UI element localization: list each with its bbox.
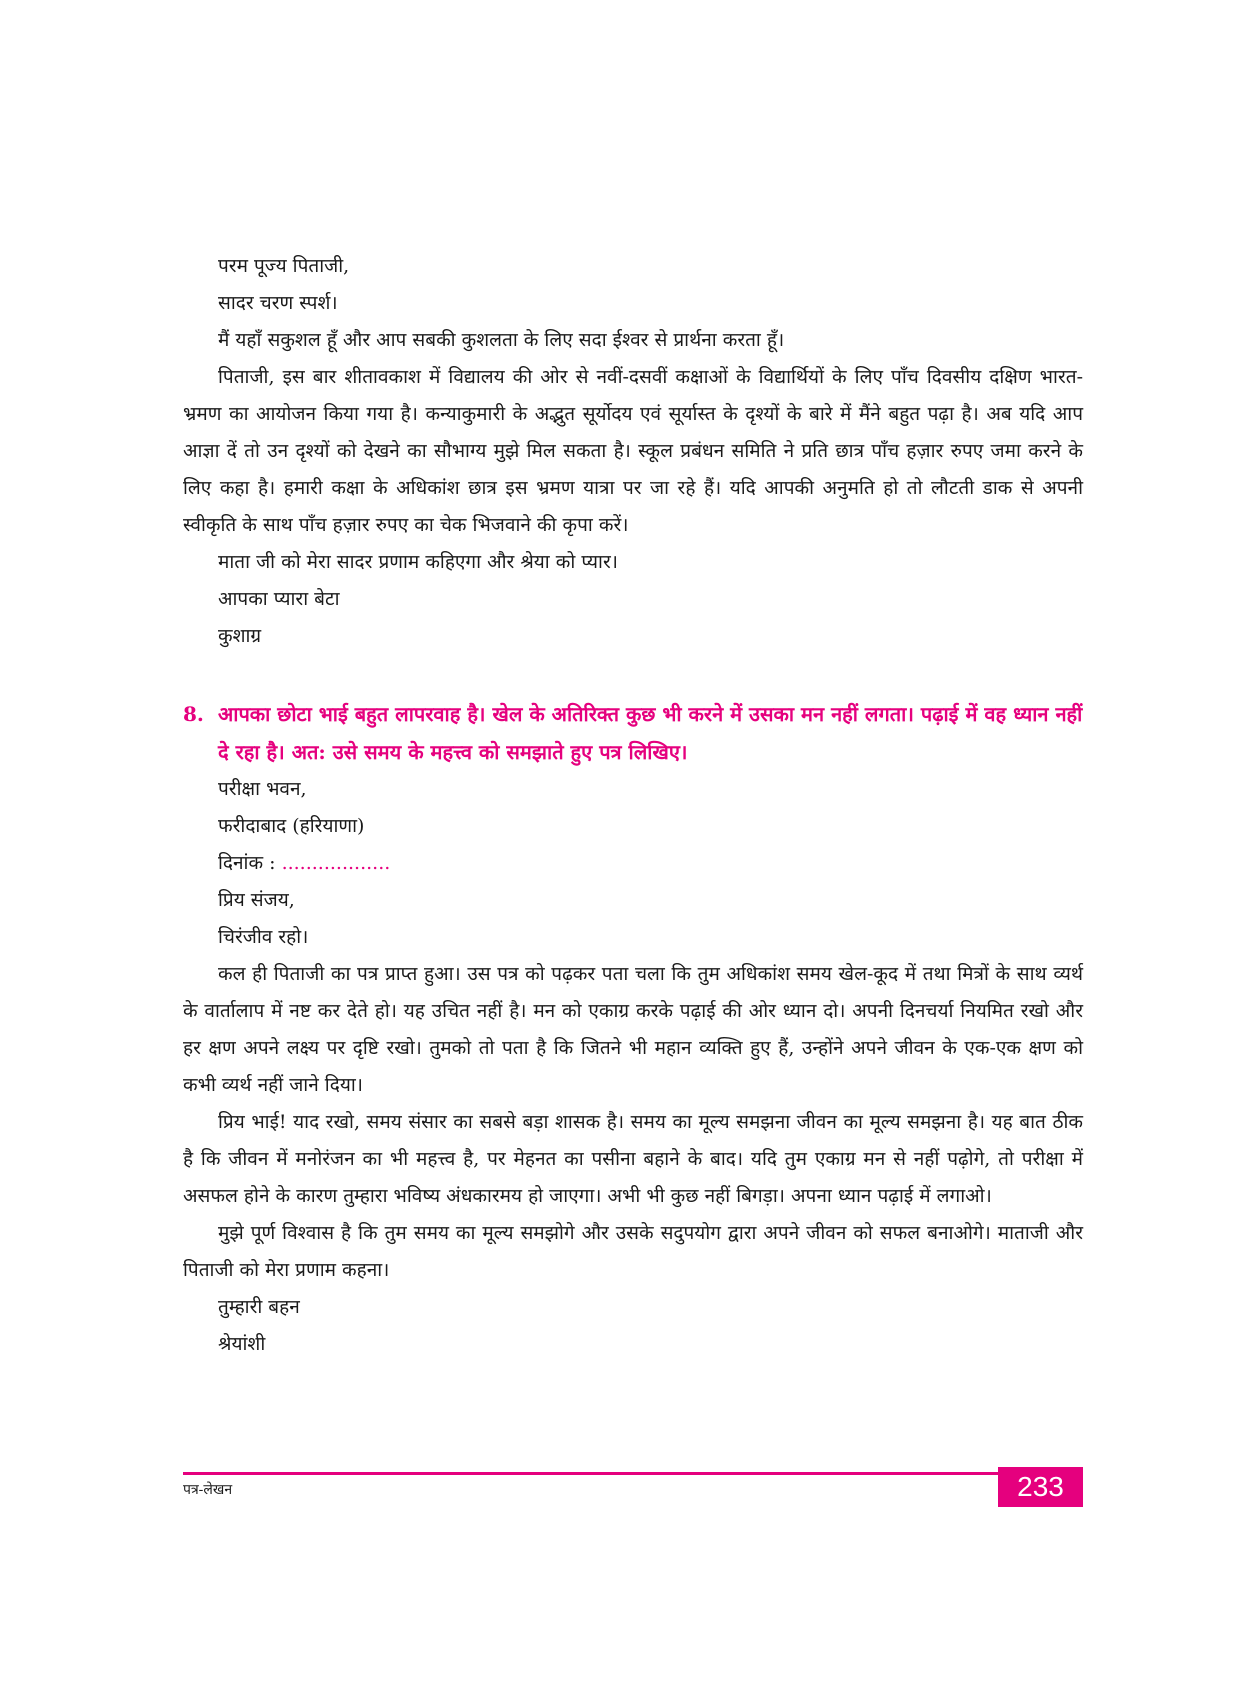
letter1-greeting: सादर चरण स्पर्श। bbox=[218, 292, 338, 314]
section-spacer bbox=[183, 655, 1083, 695]
letter2-address-line: फरीदाबाद (हरियाणा) bbox=[218, 815, 365, 837]
date-label: दिनांक : bbox=[218, 852, 276, 874]
letter1-paragraph: माता जी को मेरा सादर प्रणाम कहिएगा और श्रेया को प्यार। bbox=[218, 551, 618, 573]
letter1-paragraph: मैं यहाँ सकुशल हूँ और आप सबकी कुशलता के लिए सदा ईश्वर से प्रार्थना करता हूँ। bbox=[218, 329, 785, 351]
letter2-paragraph: मुझे पूर्ण विश्वास है कि तुम समय का मूल्य समझोगे और उसके सदुपयोग द्वारा अपने जीवन को सफल बनाओगे। माताजी और पिताजी को मेरा प्रणाम कहना। bbox=[183, 1222, 1083, 1281]
letter2-closing: तुम्हारी बहन bbox=[218, 1296, 300, 1318]
letter2-address-line: परीक्षा भवन, bbox=[218, 778, 307, 800]
letter1-paragraph: पिताजी, इस बार शीतावकाश में विद्यालय की ओर से नवीं-दसवीं कक्षाओं के विद्यार्थियों के लिए पाँच दिवसीय दक्षिण भारत-भ्रमण का आयोजन किया गया है। कन्याकुमारी के अद्भुत सूर्योदय एवं सूर्यास्त के दृश्यों के बारे में मैंने बहुत पढ़ा है। अब यदि आप आज्ञा दें तो उन दृश्यों को देखने का सौभाग्य मुझे मिल सकता है। स्कूल प्रबंधन समिति ने प्रति छात्र पाँच हज़ार रुपए जमा करने के लिए कहा है। हमारी कक्षा के अधिकांश छात्र इस भ्रमण यात्रा पर जा रहे हैं। यदि आपकी अनुमति हो तो लौटती डाक से अपनी स्वीकृति के साथ पाँच हज़ार रुपए का चेक भिजवाने की कृपा करें। bbox=[183, 366, 1083, 536]
letter1-salutation: परम पूज्य पिताजी, bbox=[218, 255, 350, 277]
letter2-greeting: चिरंजीव रहो। bbox=[218, 926, 309, 948]
footer-section-title: पत्र-लेखन bbox=[183, 1482, 233, 1498]
footer-rule bbox=[183, 1472, 1083, 1475]
page-number: 233 bbox=[998, 1467, 1083, 1507]
letter2-paragraph: प्रिय भाई! याद रखो, समय संसार का सबसे बड़ा शासक है। समय का मूल्य समझना जीवन का मूल्य समझना है। यह बात ठीक है कि जीवन में मनोरंजन का भी महत्त्व है, पर मेहनत का पसीना बहाने के बाद। यदि तुम एकाग्र मन से नहीं पढ़ोगे, तो परीक्षा में असफल होने के कारण तुम्हारा भविष्य अंधकारमय हो जाएगा। अभी भी कुछ नहीं बिगड़ा। अपना ध्यान पढ़ाई में लगाओ। bbox=[183, 1111, 1083, 1207]
page-content bbox=[183, 248, 1083, 1363]
letter2-date bbox=[183, 845, 1083, 882]
letter2-paragraph: कल ही पिताजी का पत्र प्राप्त हुआ। उस पत्र को पढ़कर पता चला कि तुम अधिकांश समय खेल-कूद में तथा मित्रों के साथ व्यर्थ के वार्तालाप में नष्ट कर देते हो। यह उचित नहीं है। मन को एकाग्र करके पढ़ाई की ओर ध्यान दो। अपनी दिनचर्या नियमित रखो और हर क्षण अपने लक्ष्य पर दृष्टि रखो। तुमको तो पता है कि जितने भी महान व्यक्ति हुए हैं, उन्होंने अपने जीवन के एक-एक क्षण को कभी व्यर्थ नहीं जाने दिया। bbox=[183, 963, 1083, 1096]
question-text: आपका छोटा भाई बहुत लापरवाह है। खेल के अतिरिक्त कुछ भी करने में उसका मन नहीं लगता। पढ़ाई में वह ध्यान नहीं दे रहा है। अत: उसे समय के महत्त्व को समझाते हुए पत्र लिखिए। bbox=[218, 702, 1083, 764]
letter1-signature: कुशाग्र bbox=[218, 625, 262, 647]
question-number: 8. bbox=[183, 702, 204, 726]
question-heading bbox=[183, 695, 1083, 771]
date-placeholder: .................. bbox=[281, 852, 391, 874]
letter2-salutation: प्रिय संजय, bbox=[218, 889, 295, 911]
letter2-signature: श्रेयांशी bbox=[218, 1333, 266, 1355]
letter1-closing: आपका प्यारा बेटा bbox=[218, 588, 340, 610]
